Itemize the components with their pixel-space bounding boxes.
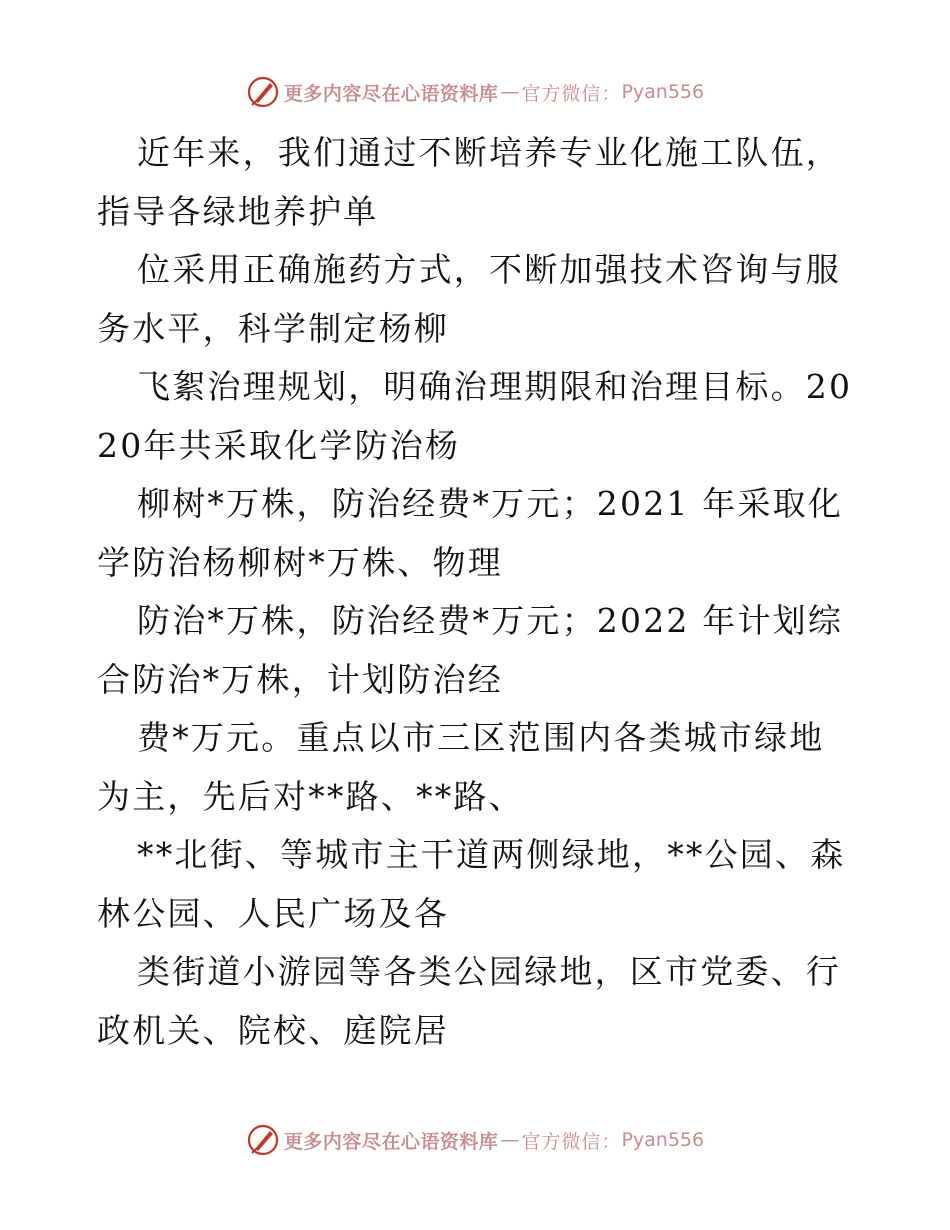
document-body: [97, 124, 857, 1060]
quill-pen-logo-icon: [246, 1123, 280, 1157]
paragraph-7: [97, 826, 857, 943]
paragraph-line: 年共采取化学防治杨: [143, 425, 461, 465]
watermark-wechat-id: Pyan556: [621, 1129, 705, 1151]
paragraph-line: 防治*万株，计划防治经: [132, 659, 503, 699]
paragraph-line: 机关、院校、庭院居: [132, 1010, 450, 1050]
watermark-text: 更多内容尽在心语资料库: [283, 82, 499, 105]
paragraph-line: 类街道小游园等各类公园绿地，区市党委、行政: [97, 952, 841, 1050]
paragraph-4: [97, 475, 857, 592]
paragraph-line: 防治*万株，防治经费*万元；2022 年计划综合: [97, 601, 844, 699]
watermark-separator: —: [500, 81, 520, 103]
paragraph-5: [97, 592, 857, 709]
quill-pen-logo-icon: [246, 75, 280, 109]
paragraph-line: 柳树*万株，防治经费*万元；2021 年采取化学: [97, 484, 844, 582]
watermark-label: 官方微信：: [521, 1130, 622, 1153]
watermark-text: 更多内容尽在心语资料库: [283, 1130, 499, 1153]
paragraph-line: 费*万元。重点以市三区范围内各类城市绿地为: [97, 718, 825, 816]
watermark-label: 官方微信：: [521, 82, 622, 105]
paragraph-line: 水平，科学制定杨柳: [132, 308, 450, 348]
paragraph-line: 主，先后对**路、**路、: [132, 776, 524, 816]
paragraph-3: [97, 358, 857, 475]
paragraph-line: 飞絮治理规划，明确治理期限和治理目标。2020: [97, 367, 853, 465]
paragraph-6: [97, 709, 857, 826]
watermark-wechat-id: Pyan556: [621, 81, 705, 103]
paragraph-line: 防治杨柳树*万株、物理: [132, 542, 503, 582]
paragraph-line: 导各绿地养护单: [132, 191, 379, 231]
watermark-separator: —: [500, 1129, 520, 1151]
paragraph-1: [97, 124, 857, 241]
paragraph-2: [97, 241, 857, 358]
paragraph-line: **北街、等城市主干道两侧绿地，**公园、森林: [97, 835, 846, 933]
paragraph-8: [97, 943, 857, 1060]
header-watermark: [0, 72, 950, 112]
paragraph-line: 公园、人民广场及各: [132, 893, 450, 933]
footer-watermark: [0, 1120, 950, 1160]
paragraph-line: 近年来，我们通过不断培养专业化施工队伍，指: [97, 133, 841, 231]
paragraph-line: 位采用正确施药方式，不断加强技术咨询与服务: [97, 250, 841, 348]
